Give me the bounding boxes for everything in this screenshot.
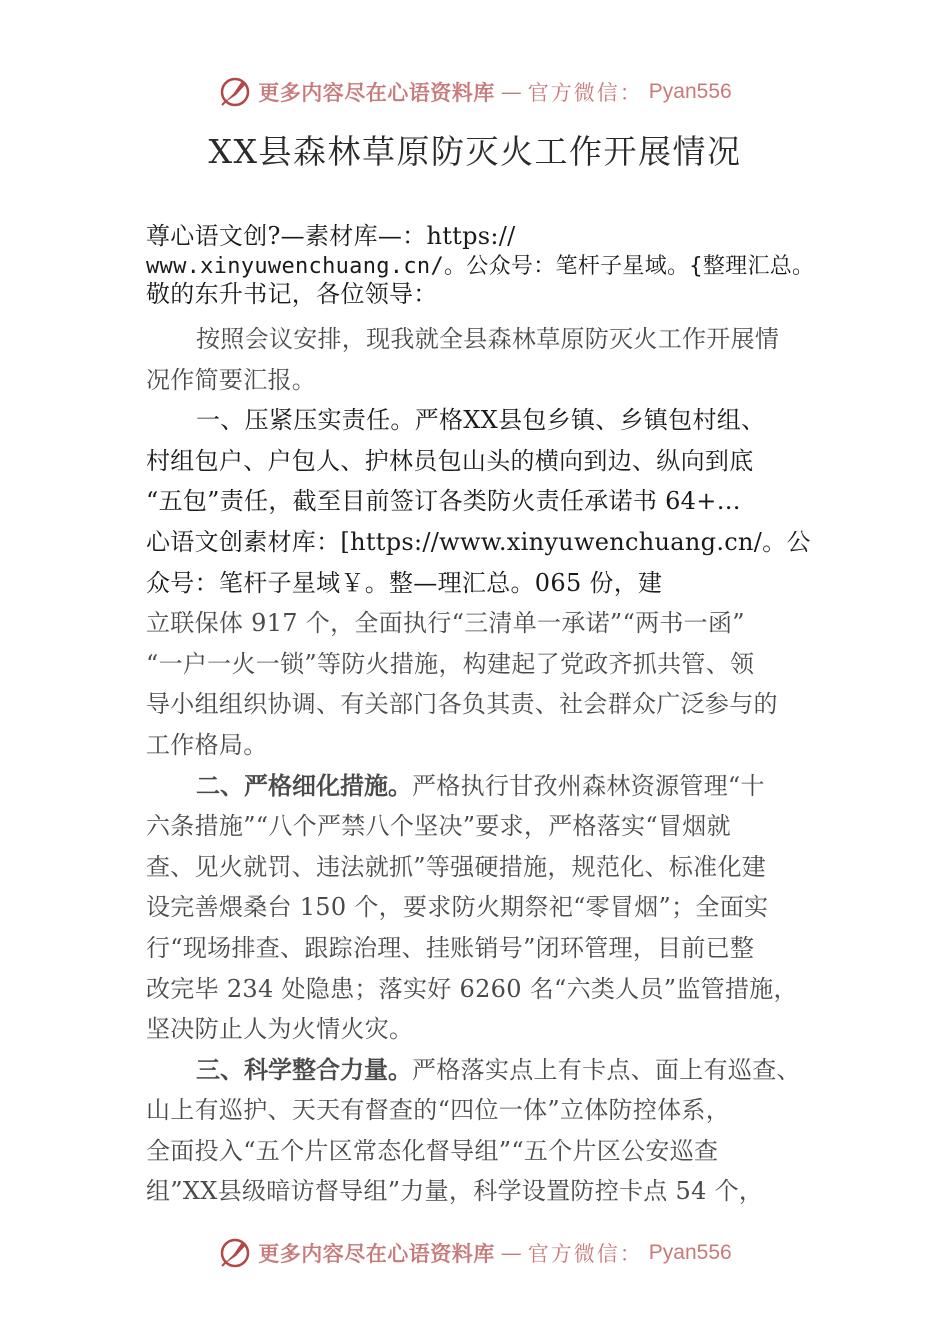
paragraph-line: 按照会议安排，现我就全县森林草原防灭火工作开展情	[196, 325, 780, 353]
banner-separator: —	[500, 1241, 522, 1265]
section-two	[146, 766, 846, 1050]
section-three-heading: 三、科学整合力量。	[196, 1055, 412, 1084]
paragraph-line: 组”XX县级暗访督导组”力量，科学设置防控卡点 54 个，	[146, 1177, 764, 1206]
section-three	[146, 1050, 846, 1212]
section-two-heading-line	[146, 766, 846, 807]
paragraph-line: 六条措施”“八个严禁八个坚决”要求，严格落实“冒烟就	[146, 812, 731, 841]
banner-wechat-id: Pyan556	[648, 1241, 732, 1264]
quill-pen-logo-icon	[218, 75, 252, 109]
paragraph-line: 村组包户、户包人、护林员包山头的横向到边、纵向到底	[146, 446, 754, 475]
banner-separator: —	[500, 80, 522, 104]
intro-url-text: www.xinyuwenchuang.cn/。公众号：笔杆子星域。{整理汇总。	[146, 254, 815, 279]
section-three-heading-line	[146, 1050, 846, 1091]
paragraph-line: 立联保体 917 个，全面执行“三清单一承诺”“两书一函”	[146, 609, 745, 638]
salutation-line: 敬的东升书记，各位领导：	[146, 280, 438, 308]
section-one	[146, 400, 846, 765]
quill-pen-logo-icon	[218, 1236, 252, 1270]
paragraph-line: 工作格局。	[146, 730, 268, 759]
document-title: XX县森林草原防灭火工作开展情况	[208, 132, 742, 171]
banner-main-text: 更多内容尽在心语资料库	[258, 80, 495, 105]
paragraph-opening	[146, 319, 846, 400]
paragraph-text: 严格落实点上有卡点、面上有巡查、	[412, 1055, 801, 1084]
paragraph-line: “五包”责任，截至目前签订各类防火责任承诺书 64+…	[146, 487, 741, 516]
paragraph-line: 设完善煨桑台 150 个，要求防火期祭祀“零冒烟”；全面实	[146, 893, 769, 922]
banner-wechat-label: 官方微信：	[527, 81, 643, 105]
paragraph-line: 况作简要汇报。	[146, 365, 317, 394]
banner-wechat-label: 官方微信：	[527, 1242, 643, 1266]
intro-block	[146, 222, 846, 309]
intro-line	[146, 251, 846, 280]
document-body	[146, 222, 846, 1212]
paragraph-line: 众号：笔杆子星域￥。整—理汇总。065 份，建	[146, 568, 663, 597]
header-watermark-banner	[0, 72, 950, 112]
banner-wechat-id: Pyan556	[648, 80, 732, 103]
section-two-heading: 二、严格细化措施。	[196, 771, 412, 800]
paragraph-line: 全面投入“五个片区常态化督导组”“五个片区公安巡查	[146, 1136, 719, 1165]
section-one-heading-line: 一、压紧压实责任。严格XX县包乡镇、乡镇包村组、	[196, 406, 766, 435]
paragraph-line: 查、见火就罚、违法就抓”等强硬措施，规范化、标准化建	[146, 852, 767, 881]
paragraph-line: “一户一火一锁”等防火措施，构建起了党政齐抓共管、领	[146, 649, 755, 678]
footer-watermark-banner	[0, 1233, 950, 1273]
intro-line: 尊心语文创?—素材库—：https://	[146, 222, 516, 250]
paragraph-line: 心语文创素材库：[https://www.xinyuwenchuang.cn/。公	[146, 527, 811, 556]
paragraph-line: 山上有巡护、天天有督查的“四位一体”立体防控体系，	[146, 1096, 731, 1125]
banner-main-text: 更多内容尽在心语资料库	[258, 1241, 495, 1266]
paragraph-line: 改完毕 234 处隐患；落实好 6260 名“六类人员”监管措施，	[146, 974, 798, 1003]
paragraph-text: 严格执行甘孜州森林资源管理“十	[412, 771, 765, 800]
paragraph-line: 坚决防止人为火情火灾。	[146, 1015, 414, 1044]
paragraph-line: 行“现场排查、跟踪治理、挂账销号”闭环管理，目前已整	[146, 933, 755, 962]
paragraph-line: 导小组组织协调、有关部门各负其责、社会群众广泛参与的	[146, 690, 778, 719]
